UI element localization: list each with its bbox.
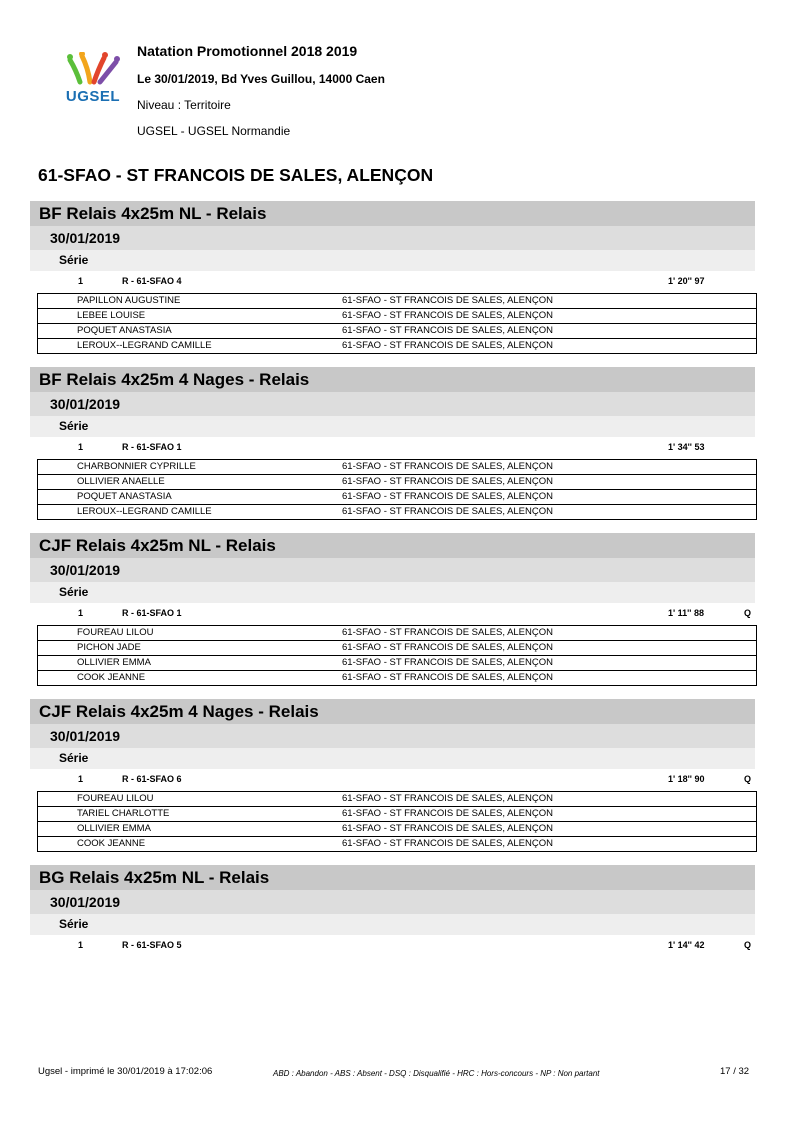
swimmers-logo-icon bbox=[60, 52, 126, 88]
swimmer-club: 61-SFAO - ST FRANCOIS DE SALES, ALENÇON bbox=[342, 295, 553, 306]
table-row bbox=[38, 626, 756, 641]
team-result-row bbox=[30, 935, 755, 957]
swimmer-club: 61-SFAO - ST FRANCOIS DE SALES, ALENÇON bbox=[342, 491, 553, 502]
team-result-row bbox=[30, 437, 755, 459]
event-title: BG Relais 4x25m NL - Relais bbox=[30, 865, 755, 890]
event-date: 30/01/2019 bbox=[30, 890, 755, 914]
swimmer-name: LEROUX--LEGRAND CAMILLE bbox=[77, 506, 212, 517]
team-qualification: Q bbox=[744, 774, 752, 784]
swimmer-name: POQUET ANASTASIA bbox=[77, 325, 172, 336]
swimmer-club: 61-SFAO - ST FRANCOIS DE SALES, ALENÇON bbox=[342, 476, 553, 487]
event-date: 30/01/2019 bbox=[30, 558, 755, 582]
event-title: BF Relais 4x25m 4 Nages - Relais bbox=[30, 367, 755, 392]
event-title: CJF Relais 4x25m 4 Nages - Relais bbox=[30, 699, 755, 724]
event-serie: Série bbox=[30, 250, 755, 271]
event-date: 30/01/2019 bbox=[30, 724, 755, 748]
swimmer-club: 61-SFAO - ST FRANCOIS DE SALES, ALENÇON bbox=[342, 793, 553, 804]
team-time: 1' 34'' 53 bbox=[668, 442, 705, 452]
table-row bbox=[38, 822, 756, 837]
team-time: 1' 11'' 88 bbox=[668, 608, 704, 618]
team-rank: 1 bbox=[78, 276, 84, 286]
swimmers-table bbox=[37, 625, 757, 686]
team-time: 1' 20'' 97 bbox=[668, 276, 705, 286]
team-rank: 1 bbox=[78, 442, 84, 452]
swimmer-name: OLLIVIER ANAELLE bbox=[77, 476, 165, 487]
logo-text: UGSEL bbox=[65, 88, 121, 105]
table-row bbox=[38, 505, 756, 519]
team-result-row bbox=[30, 769, 755, 791]
swimmer-name: COOK JEANNE bbox=[77, 672, 146, 683]
event-date: 30/01/2019 bbox=[30, 226, 755, 250]
swimmer-club: 61-SFAO - ST FRANCOIS DE SALES, ALENÇON bbox=[342, 823, 553, 834]
team-name: R - 61-SFAO 5 bbox=[122, 940, 182, 950]
table-row bbox=[38, 475, 756, 490]
swimmer-club: 61-SFAO - ST FRANCOIS DE SALES, ALENÇON bbox=[342, 838, 553, 849]
team-qualification: Q bbox=[744, 940, 752, 950]
swimmers-table bbox=[37, 791, 757, 852]
event-section bbox=[30, 533, 755, 686]
swimmer-name: POQUET ANASTASIA bbox=[77, 491, 172, 502]
swimmer-club: 61-SFAO - ST FRANCOIS DE SALES, ALENÇON bbox=[342, 506, 553, 517]
meet-organization: UGSEL - UGSEL Normandie bbox=[137, 124, 291, 138]
swimmer-club: 61-SFAO - ST FRANCOIS DE SALES, ALENÇON bbox=[342, 340, 553, 351]
table-row bbox=[38, 324, 756, 339]
event-title: BF Relais 4x25m NL - Relais bbox=[30, 201, 755, 226]
event-date: 30/01/2019 bbox=[30, 392, 755, 416]
team-name: R - 61-SFAO 1 bbox=[122, 442, 182, 452]
swimmer-name: FOUREAU LILOU bbox=[77, 627, 154, 638]
table-row bbox=[38, 294, 756, 309]
swimmer-name: CHARBONNIER CYPRILLE bbox=[77, 461, 196, 472]
team-qualification: Q bbox=[744, 608, 752, 618]
event-serie: Série bbox=[30, 914, 755, 935]
swimmer-name: FOUREAU LILOU bbox=[77, 793, 154, 804]
events-list bbox=[30, 201, 755, 970]
swimmer-club: 61-SFAO - ST FRANCOIS DE SALES, ALENÇON bbox=[342, 808, 553, 819]
swimmer-name: LEBEE LOUISE bbox=[77, 310, 146, 321]
footer-page-number: 17 / 32 bbox=[720, 1066, 750, 1077]
swimmer-club: 61-SFAO - ST FRANCOIS DE SALES, ALENÇON bbox=[342, 672, 553, 683]
event-section bbox=[30, 201, 755, 354]
swimmer-club: 61-SFAO - ST FRANCOIS DE SALES, ALENÇON bbox=[342, 461, 553, 472]
team-name: R - 61-SFAO 6 bbox=[122, 774, 182, 784]
meet-level: Niveau : Territoire bbox=[137, 98, 231, 112]
team-rank: 1 bbox=[78, 940, 84, 950]
team-time: 1' 18'' 90 bbox=[668, 774, 705, 784]
event-serie: Série bbox=[30, 748, 755, 769]
swimmer-club: 61-SFAO - ST FRANCOIS DE SALES, ALENÇON bbox=[342, 642, 553, 653]
table-row bbox=[38, 460, 756, 475]
event-section bbox=[30, 699, 755, 852]
table-row bbox=[38, 837, 756, 851]
team-result-row bbox=[30, 603, 755, 625]
swimmer-club: 61-SFAO - ST FRANCOIS DE SALES, ALENÇON bbox=[342, 310, 553, 321]
table-row bbox=[38, 641, 756, 656]
swimmer-name: TARIEL CHARLOTTE bbox=[77, 808, 170, 819]
team-time: 1' 14'' 42 bbox=[668, 940, 705, 950]
team-name: R - 61-SFAO 4 bbox=[122, 276, 182, 286]
table-row bbox=[38, 309, 756, 324]
table-row bbox=[38, 656, 756, 671]
swimmer-name: PAPILLON AUGUSTINE bbox=[77, 295, 181, 306]
event-section bbox=[30, 865, 755, 957]
table-row bbox=[38, 339, 756, 353]
table-row bbox=[38, 807, 756, 822]
event-title: CJF Relais 4x25m NL - Relais bbox=[30, 533, 755, 558]
table-row bbox=[38, 490, 756, 505]
swimmers-table bbox=[37, 459, 757, 520]
swimmer-name: OLLIVIER EMMA bbox=[77, 657, 151, 668]
event-serie: Série bbox=[30, 416, 755, 437]
footer-legend: ABD : Abandon - ABS : Absent - DSQ : Disqualifié - HRC : Hors-concours - NP : Non partant bbox=[273, 1069, 600, 1078]
event-section bbox=[30, 367, 755, 520]
swimmers-table bbox=[37, 293, 757, 354]
table-row bbox=[38, 792, 756, 807]
swimmer-club: 61-SFAO - ST FRANCOIS DE SALES, ALENÇON bbox=[342, 325, 553, 336]
swimmer-name: PICHON JADE bbox=[77, 642, 141, 653]
team-rank: 1 bbox=[78, 608, 84, 618]
swimmer-name: OLLIVIER EMMA bbox=[77, 823, 151, 834]
team-result-row bbox=[30, 271, 755, 293]
ugsel-logo bbox=[60, 52, 126, 108]
footer-printed: Ugsel - imprimé le 30/01/2019 à 17:02:06 bbox=[38, 1066, 213, 1077]
team-rank: 1 bbox=[78, 774, 84, 784]
swimmer-name: COOK JEANNE bbox=[77, 838, 146, 849]
meet-title: Natation Promotionnel 2018 2019 bbox=[137, 43, 358, 59]
swimmer-club: 61-SFAO - ST FRANCOIS DE SALES, ALENÇON bbox=[342, 657, 553, 668]
table-row bbox=[38, 671, 756, 685]
meet-date-location: Le 30/01/2019, Bd Yves Guillou, 14000 Caen bbox=[137, 72, 385, 86]
swimmer-club: 61-SFAO - ST FRANCOIS DE SALES, ALENÇON bbox=[342, 627, 553, 638]
team-name: R - 61-SFAO 1 bbox=[122, 608, 182, 618]
swimmer-name: LEROUX--LEGRAND CAMILLE bbox=[77, 340, 212, 351]
club-title: 61-SFAO - ST FRANCOIS DE SALES, ALENÇON bbox=[38, 165, 434, 185]
event-serie: Série bbox=[30, 582, 755, 603]
